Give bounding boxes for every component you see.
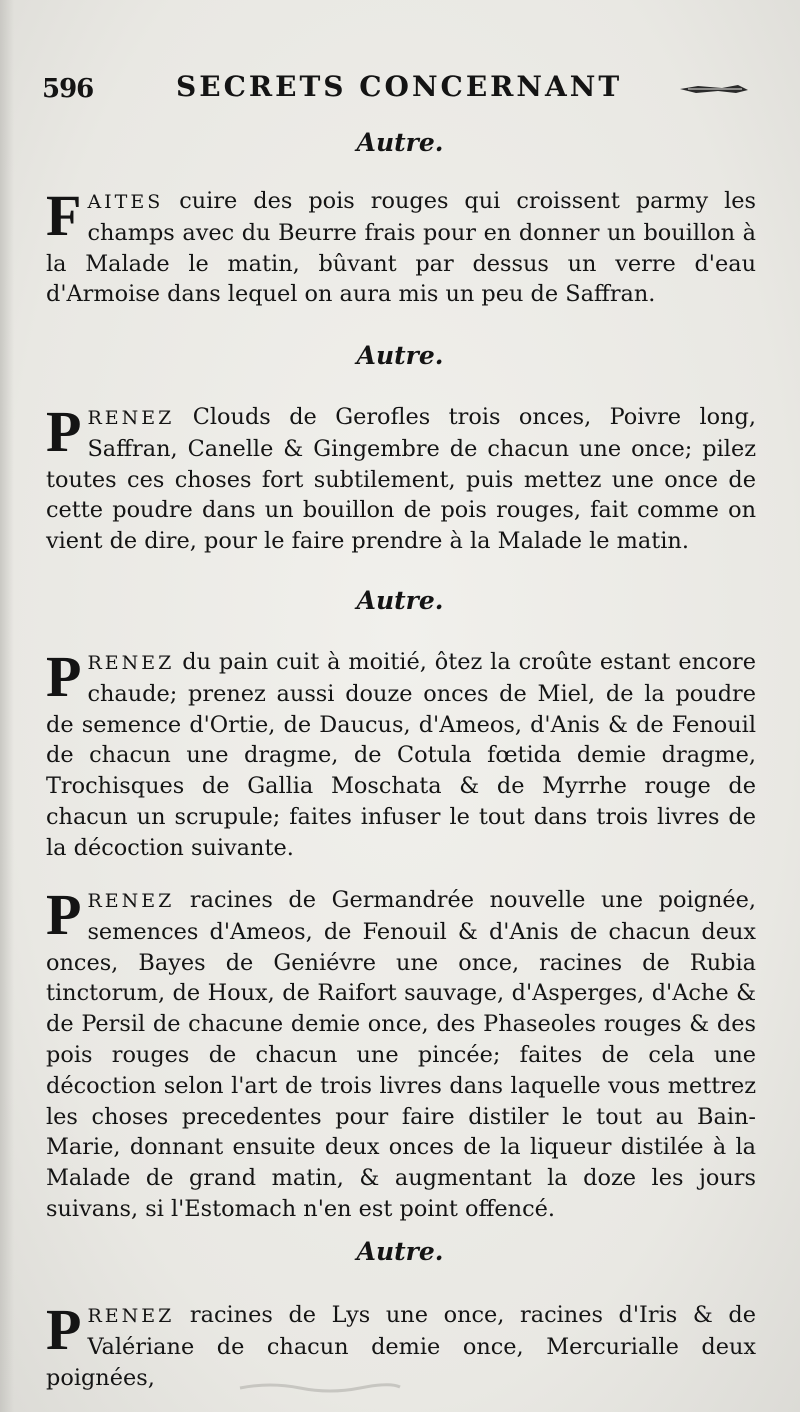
drop-cap: F <box>46 183 82 248</box>
drop-cap: P <box>46 1297 82 1362</box>
recipe-paragraph <box>46 183 756 310</box>
section-heading: Autre. <box>356 341 444 370</box>
lead-word: RENEZ <box>87 407 175 429</box>
bleed-through-smudge-icon <box>230 1378 410 1398</box>
paragraph-text: racines de Lys une once, racines d'Iris & de Valériane de chacun demie once, Mercurialle deux poignées, <box>46 1302 756 1391</box>
section-heading: Autre. <box>356 128 444 157</box>
paragraph-text: cuire des pois rouges qui croissent parmy les champs avec du Beurre frais pour en donner un bouillon à la Malade le matin, bûvant par dessus un verre d'eau d'Armoise dans lequel on aura mis un peu de Saffran. <box>46 188 756 308</box>
drop-cap: P <box>46 399 82 464</box>
paragraph-text: racines de Germandrée nouvelle une poignée, semences d'Ameos, de Fenouil & d'Anis de chacun deux onces, Bayes de Geniévre une once, racines de Rubia tinctorum, de Houx, de Raifort sauvage, d'Asperges, d'Ache & de Persil de chacune demie once, des Phaseoles rouges & des pois rouges de chacun une pincée; faites de cela une décoction selon l'art de trois livres dans laquelle vous mettrez les choses precedentes pour faire distiler le tout au Bain-Marie, donnant ensuite deux onces de la liqueur distilée à la Malade de grand matin, & augmentant la doze les jours suivans, si l'Estomach n'en est point offencé. <box>46 887 756 1222</box>
page-edge-shadow <box>0 0 14 1412</box>
paragraph-text: du pain cuit à moitié, ôtez la croûte estant encore chaude; prenez aussi douze onces de Miel, de la poudre de semence d'Ortie, de Daucus, d'Ameos, d'Anis & de Fenouil de chacun une dragme, de Cotula fœtida demie dragme, Trochisques de Gallia Moschata & de Myrrhe rouge de chacun un scrupule; faites infuser le tout dans trois livres de la décoction suivante. <box>46 649 756 861</box>
lead-word: RENEZ <box>87 1305 175 1327</box>
running-title: SECRETS CONCERNANT <box>176 70 623 103</box>
page-header <box>38 62 758 102</box>
page-number: 596 <box>42 74 94 104</box>
printer-ornament-icon <box>678 82 750 96</box>
drop-cap: P <box>46 644 82 709</box>
lead-word: RENEZ <box>87 652 175 674</box>
section-heading: Autre. <box>356 1237 444 1266</box>
section-heading: Autre. <box>356 586 444 615</box>
recipe-paragraph <box>46 882 756 1225</box>
lead-word: RENEZ <box>87 890 175 912</box>
drop-cap: P <box>46 882 82 947</box>
recipe-paragraph <box>46 399 756 557</box>
paragraph-text: Clouds de Gerofles trois onces, Poivre long, Saffran, Canelle & Gingembre de chacun une once; pilez toutes ces choses fort subtilement, puis mettez une once de cette poudre dans un bouillon de pois rouges, fait comme on vient de dire, pour le faire prendre à la Malade le matin. <box>46 404 756 555</box>
lead-word: AITES <box>87 191 164 213</box>
recipe-paragraph <box>46 644 756 864</box>
